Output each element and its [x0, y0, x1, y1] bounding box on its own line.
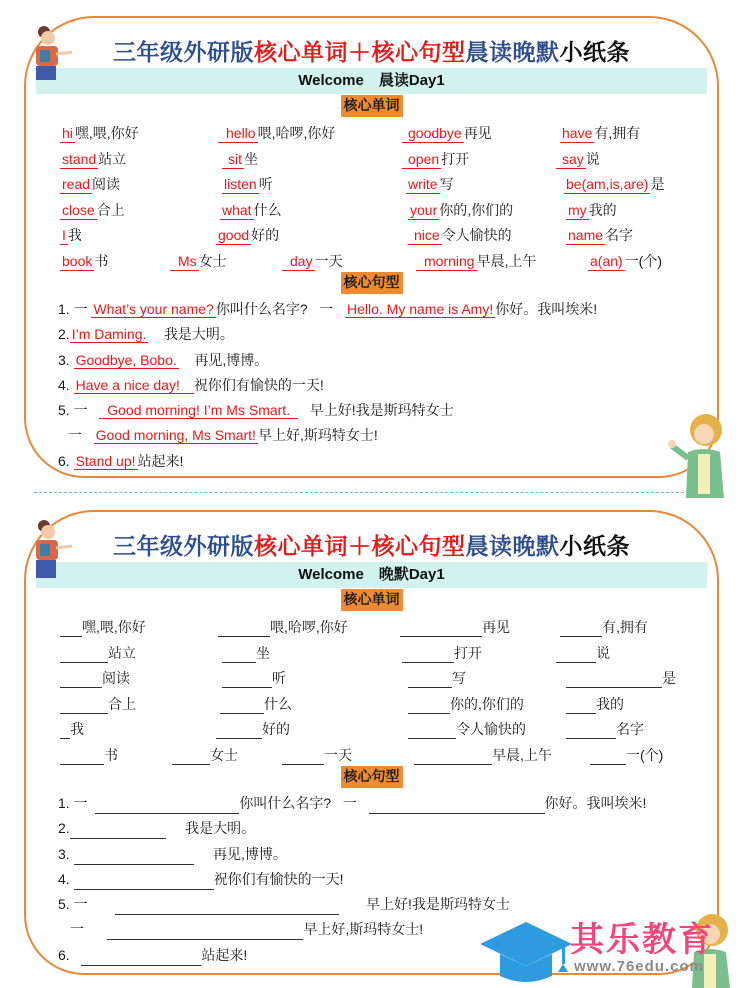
word-row: I 我 good 好的 nice 令人愉快的 name 名字 [62, 227, 634, 243]
evening-dictation-card [24, 510, 719, 975]
answer-blank[interactable] [402, 647, 454, 663]
divider [34, 492, 694, 493]
teacher-illustration-icon [666, 408, 732, 498]
day-band: Welcome 晨读Day1 [36, 68, 707, 94]
answer-blank[interactable] [369, 798, 545, 814]
sentence-row: 5. 一 早上好!我是斯玛特女士 [58, 893, 718, 918]
answer-blank[interactable] [74, 874, 214, 890]
answer-blank[interactable] [222, 647, 256, 663]
answer-blank[interactable] [216, 723, 262, 739]
answer-blank[interactable] [60, 672, 102, 688]
answer-blank[interactable] [566, 723, 616, 739]
word-blank-list [60, 615, 710, 768]
word-row: 我 好的 令人愉快的 名字 [60, 717, 710, 743]
answer-blank[interactable] [60, 647, 108, 663]
core-words-badge: 核心单词 [341, 589, 403, 611]
core-sentences-badge: 核心句型 [341, 272, 403, 294]
answer-blank[interactable] [60, 749, 104, 765]
answer-blank[interactable] [566, 672, 662, 688]
word-row: 书 女士 一天 早晨,上午 一(个) [60, 743, 710, 769]
answer-blank[interactable] [408, 672, 452, 688]
sentence-row: 4. 祝你们有愉快的一天! [58, 868, 718, 893]
morning-reading-card [24, 16, 719, 478]
answer-blank[interactable] [60, 723, 70, 739]
answer-blank[interactable] [172, 749, 210, 765]
teacher-illustration-icon [26, 516, 78, 582]
sentence-list [58, 298, 718, 475]
answer-blank[interactable] [115, 899, 339, 915]
sentence-row: 2. 我是大明。 [58, 817, 718, 842]
answer-blank[interactable] [556, 647, 596, 663]
sentence-row: 一 Good morning, Ms Smart! 早上好,斯玛特女士! [68, 427, 378, 444]
day-band: Welcome 晚默Day1 [36, 562, 707, 588]
graduation-cap-icon [478, 918, 574, 984]
sentence-row: 6. Stand up! 站起来! [58, 452, 184, 469]
sentence-row: 6. 站起来! [58, 944, 718, 969]
answer-blank[interactable] [60, 621, 82, 637]
watermark-url: www.76edu.com [574, 958, 704, 975]
sentence-row: 4. Have a nice day! 祝你们有愉快的一天! [58, 376, 324, 393]
answer-blank[interactable] [560, 621, 602, 637]
word-list [60, 121, 710, 274]
answer-blank[interactable] [222, 672, 272, 688]
answer-blank[interactable] [408, 698, 450, 714]
answer-blank[interactable] [590, 749, 626, 765]
answer-blank[interactable] [81, 950, 201, 966]
sentence-row: 5. 一 Good morning! I’m Ms Smart. 早上好!我是斯玛特女士 [58, 402, 454, 419]
answer-blank[interactable] [408, 723, 456, 739]
answer-blank[interactable] [220, 698, 264, 714]
answer-blank[interactable] [60, 698, 108, 714]
watermark-brand: 其乐教育 [570, 920, 714, 960]
word-row: 阅读 听 写 是 [60, 666, 710, 692]
answer-blank[interactable] [74, 849, 194, 865]
sentence-row: 3. Goodbye, Bobo. 再见,博博。 [58, 351, 269, 368]
sentence-row: 1. 一 What’s your name? 你叫什么名字? 一 Hello. My name is Amy! 你好。我叫埃米! [58, 301, 598, 317]
core-words-badge: 核心单词 [341, 95, 403, 117]
word-row: close 合上 what 什么 your 你的,你们的 my 我的 [62, 201, 617, 218]
answer-blank[interactable] [414, 749, 492, 765]
word-row: stand 站立 sit 坐 open 打开 say 说 [62, 150, 600, 167]
word-row: book 书 Ms 女士 day 一天 morning 早晨,上午 a(an) 一(个) [62, 252, 663, 269]
answer-blank[interactable] [282, 749, 324, 765]
sentence-row: 1. 一 你叫什么名字? 一 你好。我叫埃米! [58, 792, 718, 817]
core-sentences-badge: 核心句型 [341, 766, 403, 788]
word-row: hi 嘿,喂,你好 hello 喂,哈啰,你好 goodbye 再见 have 有,拥有 [62, 125, 641, 141]
card-title: 三年级外研版核心单词＋核心句型晨读晚默小纸条 [113, 40, 630, 66]
answer-blank[interactable] [70, 823, 166, 839]
sentence-row: 一 早上好,斯玛特女士! [58, 918, 718, 943]
word-row: 合上 什么 你的,你们的 我的 [60, 692, 710, 718]
card-title: 三年级外研版核心单词＋核心句型晨读晚默小纸条 [113, 534, 630, 560]
word-row: read 阅读 listen 听 write 写 be(am,is,are) 是 [62, 176, 665, 192]
answer-blank[interactable] [218, 621, 270, 637]
word-row: 站立 坐 打开 说 [60, 641, 710, 667]
answer-blank[interactable] [566, 698, 596, 714]
answer-blank[interactable] [400, 621, 482, 637]
answer-blank[interactable] [107, 924, 303, 940]
watermark [478, 910, 741, 988]
answer-blank[interactable] [95, 798, 239, 814]
sentence-row: 3. 再见,博博。 [58, 843, 718, 868]
teacher-illustration-icon [26, 22, 78, 82]
word-row: 嘿,喂,你好 喂,哈啰,你好 再见 有,拥有 [60, 615, 710, 641]
sentence-row: 2. I’m Daming. 我是大明。 [58, 326, 234, 343]
